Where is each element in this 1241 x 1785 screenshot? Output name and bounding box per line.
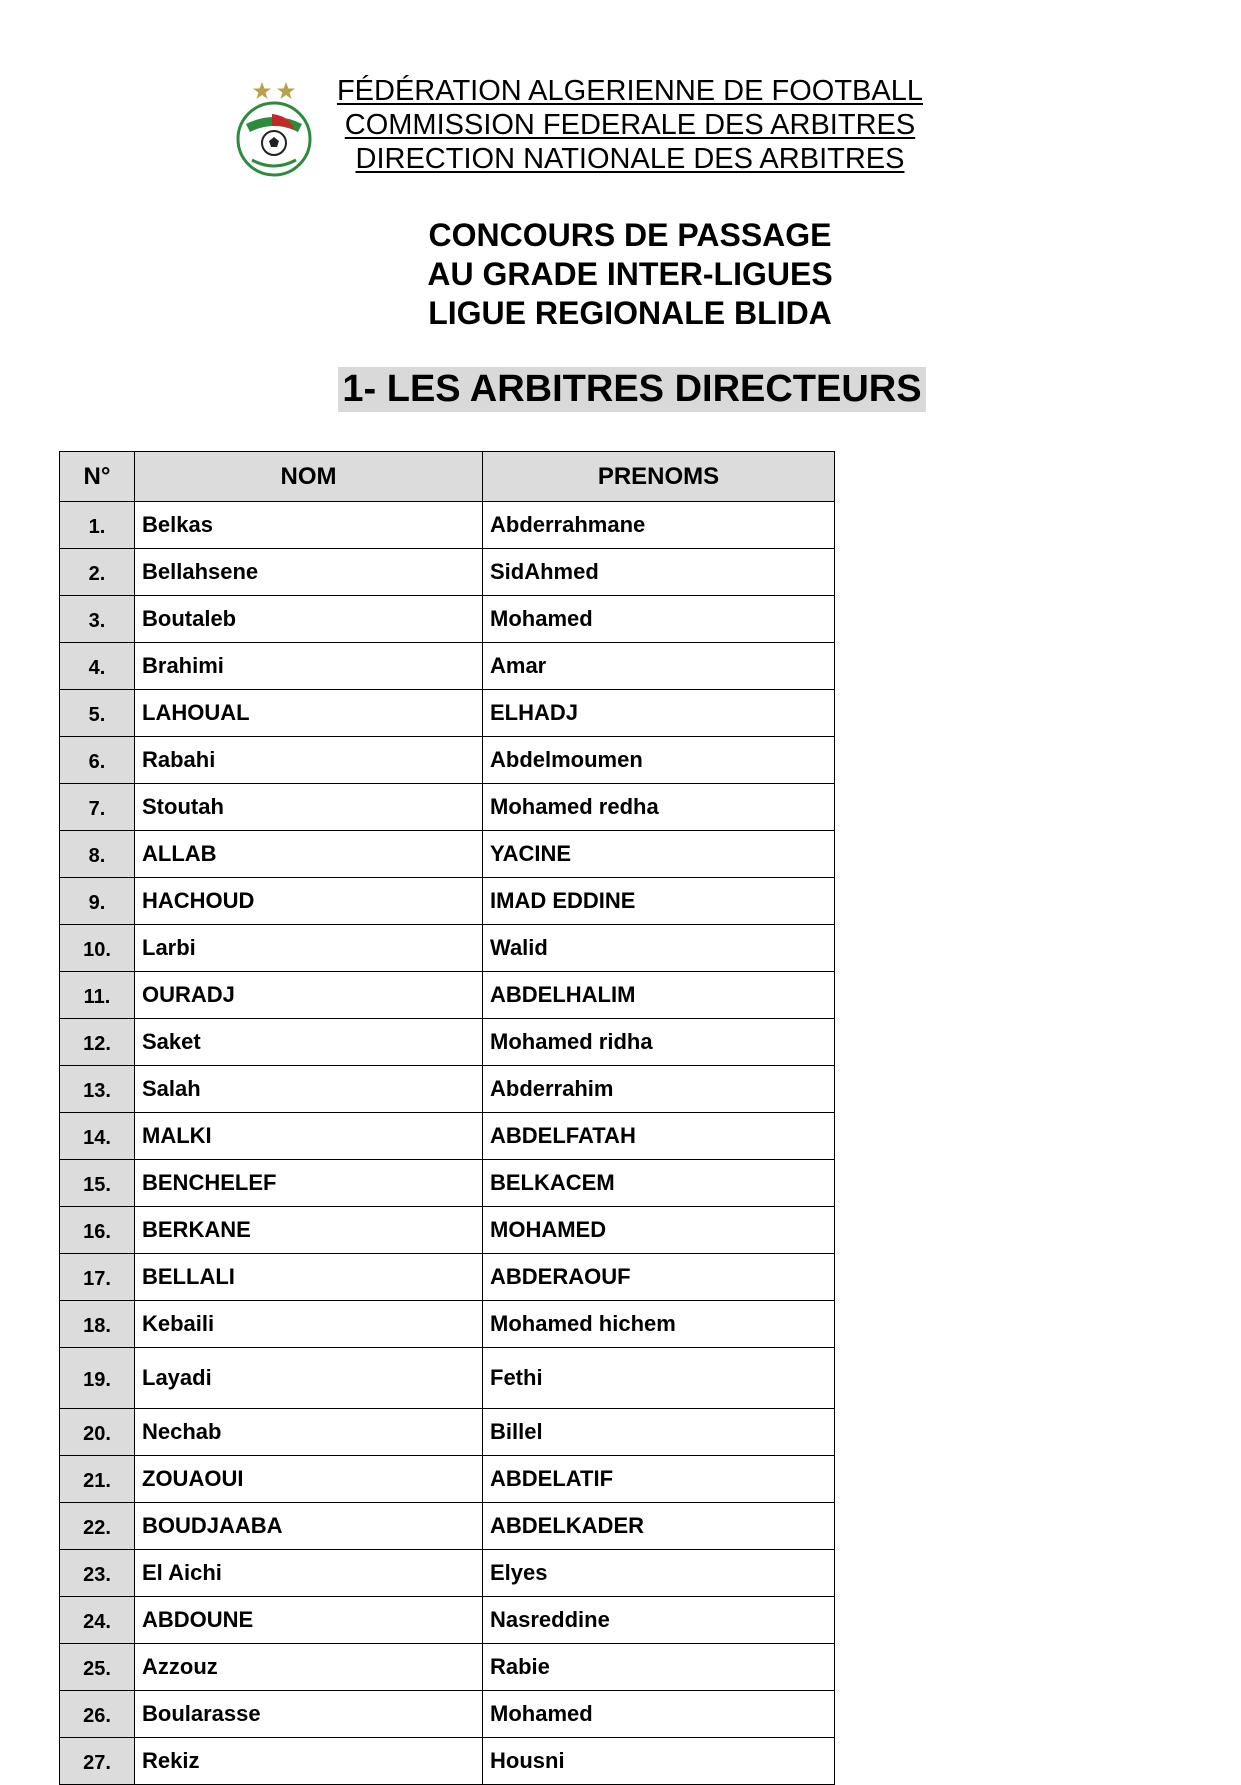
row-number: 16. bbox=[60, 1207, 135, 1254]
row-prenom: ABDELATIF bbox=[483, 1456, 835, 1503]
referees-table bbox=[59, 451, 835, 1785]
row-nom: Salah bbox=[135, 1066, 483, 1113]
row-nom: HACHOUD bbox=[135, 878, 483, 925]
row-number: 19. bbox=[60, 1348, 135, 1409]
table-row bbox=[60, 1691, 835, 1738]
row-prenom: Abdelmoumen bbox=[483, 737, 835, 784]
row-prenom: Rabie bbox=[483, 1644, 835, 1691]
row-nom: Layadi bbox=[135, 1348, 483, 1409]
row-nom: BELLALI bbox=[135, 1254, 483, 1301]
row-nom: Larbi bbox=[135, 925, 483, 972]
row-nom: LAHOUAL bbox=[135, 690, 483, 737]
row-number: 24. bbox=[60, 1597, 135, 1644]
table-row bbox=[60, 1597, 835, 1644]
section-title: 1- LES ARBITRES DIRECTEURS bbox=[338, 367, 926, 412]
faf-crest-logo bbox=[232, 80, 316, 178]
table-body bbox=[60, 502, 835, 1785]
row-number: 4. bbox=[60, 643, 135, 690]
row-number: 15. bbox=[60, 1160, 135, 1207]
row-number: 23. bbox=[60, 1550, 135, 1597]
row-prenom: Mohamed redha bbox=[483, 784, 835, 831]
row-number: 22. bbox=[60, 1503, 135, 1550]
row-number: 27. bbox=[60, 1738, 135, 1785]
table-row bbox=[60, 1113, 835, 1160]
table-row bbox=[60, 1160, 835, 1207]
table-row bbox=[60, 925, 835, 972]
row-nom: Stoutah bbox=[135, 784, 483, 831]
row-number: 3. bbox=[60, 596, 135, 643]
row-number: 5. bbox=[60, 690, 135, 737]
star-icon bbox=[253, 82, 271, 99]
row-nom: BERKANE bbox=[135, 1207, 483, 1254]
table-row bbox=[60, 1348, 835, 1409]
row-number: 21. bbox=[60, 1456, 135, 1503]
contest-title bbox=[380, 216, 880, 333]
federation-header bbox=[320, 74, 940, 176]
table-row bbox=[60, 1019, 835, 1066]
row-number: 13. bbox=[60, 1066, 135, 1113]
table-row bbox=[60, 1503, 835, 1550]
row-prenom: Abderrahmane bbox=[483, 502, 835, 549]
column-header-num: N° bbox=[60, 452, 135, 502]
row-nom: ABDOUNE bbox=[135, 1597, 483, 1644]
contest-line: LIGUE REGIONALE BLIDA bbox=[428, 295, 832, 331]
row-nom: Belkas bbox=[135, 502, 483, 549]
row-nom: BOUDJAABA bbox=[135, 1503, 483, 1550]
row-number: 9. bbox=[60, 878, 135, 925]
row-number: 1. bbox=[60, 502, 135, 549]
row-nom: BENCHELEF bbox=[135, 1160, 483, 1207]
row-prenom: Amar bbox=[483, 643, 835, 690]
row-prenom: Mohamed hichem bbox=[483, 1301, 835, 1348]
row-number: 2. bbox=[60, 549, 135, 596]
row-number: 17. bbox=[60, 1254, 135, 1301]
org-line: COMMISSION FEDERALE DES ARBITRES bbox=[344, 109, 916, 141]
row-prenom: YACINE bbox=[483, 831, 835, 878]
row-nom: Bellahsene bbox=[135, 549, 483, 596]
row-nom: ZOUAOUI bbox=[135, 1456, 483, 1503]
table-row bbox=[60, 596, 835, 643]
table-header-row bbox=[60, 452, 835, 502]
row-prenom: Nasreddine bbox=[483, 1597, 835, 1644]
row-nom: ALLAB bbox=[135, 831, 483, 878]
row-prenom: Elyes bbox=[483, 1550, 835, 1597]
table-row bbox=[60, 831, 835, 878]
table-row bbox=[60, 549, 835, 596]
row-prenom: ABDELHALIM bbox=[483, 972, 835, 1019]
row-nom: Saket bbox=[135, 1019, 483, 1066]
contest-line: CONCOURS DE PASSAGE bbox=[428, 217, 832, 253]
column-header-prenoms: PRENOMS bbox=[483, 452, 835, 502]
row-prenom: Mohamed bbox=[483, 596, 835, 643]
table-row bbox=[60, 972, 835, 1019]
row-number: 6. bbox=[60, 737, 135, 784]
row-number: 7. bbox=[60, 784, 135, 831]
table-row bbox=[60, 1207, 835, 1254]
table-row bbox=[60, 1550, 835, 1597]
row-nom: Boutaleb bbox=[135, 596, 483, 643]
table-row bbox=[60, 1738, 835, 1785]
row-prenom: MOHAMED bbox=[483, 1207, 835, 1254]
star-icon bbox=[277, 82, 295, 99]
row-prenom: IMAD EDDINE bbox=[483, 878, 835, 925]
row-prenom: BELKACEM bbox=[483, 1160, 835, 1207]
table-row bbox=[60, 1254, 835, 1301]
table-row bbox=[60, 690, 835, 737]
row-prenom: SidAhmed bbox=[483, 549, 835, 596]
row-nom: Azzouz bbox=[135, 1644, 483, 1691]
row-number: 14. bbox=[60, 1113, 135, 1160]
row-nom: Brahimi bbox=[135, 643, 483, 690]
row-number: 25. bbox=[60, 1644, 135, 1691]
table-row bbox=[60, 784, 835, 831]
table-row bbox=[60, 1456, 835, 1503]
table-row bbox=[60, 1066, 835, 1113]
table-row bbox=[60, 502, 835, 549]
row-nom: OURADJ bbox=[135, 972, 483, 1019]
table-row bbox=[60, 878, 835, 925]
row-nom: Nechab bbox=[135, 1409, 483, 1456]
row-number: 26. bbox=[60, 1691, 135, 1738]
row-prenom: Walid bbox=[483, 925, 835, 972]
column-header-nom: NOM bbox=[135, 452, 483, 502]
row-number: 8. bbox=[60, 831, 135, 878]
row-prenom: Mohamed ridha bbox=[483, 1019, 835, 1066]
table-row bbox=[60, 737, 835, 784]
row-nom: MALKI bbox=[135, 1113, 483, 1160]
row-nom: Kebaili bbox=[135, 1301, 483, 1348]
row-nom: Rabahi bbox=[135, 737, 483, 784]
row-prenom: Housni bbox=[483, 1738, 835, 1785]
row-number: 12. bbox=[60, 1019, 135, 1066]
row-prenom: ELHADJ bbox=[483, 690, 835, 737]
row-prenom: ABDELFATAH bbox=[483, 1113, 835, 1160]
table-row bbox=[60, 1301, 835, 1348]
row-prenom: Billel bbox=[483, 1409, 835, 1456]
row-prenom: Fethi bbox=[483, 1348, 835, 1409]
table-row bbox=[60, 1644, 835, 1691]
row-prenom: Mohamed bbox=[483, 1691, 835, 1738]
row-nom: Boularasse bbox=[135, 1691, 483, 1738]
row-nom: El Aichi bbox=[135, 1550, 483, 1597]
row-number: 18. bbox=[60, 1301, 135, 1348]
org-line: DIRECTION NATIONALE DES ARBITRES bbox=[355, 143, 905, 175]
row-prenom: ABDERAOUF bbox=[483, 1254, 835, 1301]
org-line: FÉDÉRATION ALGERIENNE DE FOOTBALL bbox=[336, 75, 924, 107]
row-prenom: ABDELKADER bbox=[483, 1503, 835, 1550]
table-row bbox=[60, 643, 835, 690]
row-number: 20. bbox=[60, 1409, 135, 1456]
row-number: 11. bbox=[60, 972, 135, 1019]
table-row bbox=[60, 1409, 835, 1456]
contest-line: AU GRADE INTER-LIGUES bbox=[427, 256, 833, 292]
row-nom: Rekiz bbox=[135, 1738, 483, 1785]
row-prenom: Abderrahim bbox=[483, 1066, 835, 1113]
row-number: 10. bbox=[60, 925, 135, 972]
